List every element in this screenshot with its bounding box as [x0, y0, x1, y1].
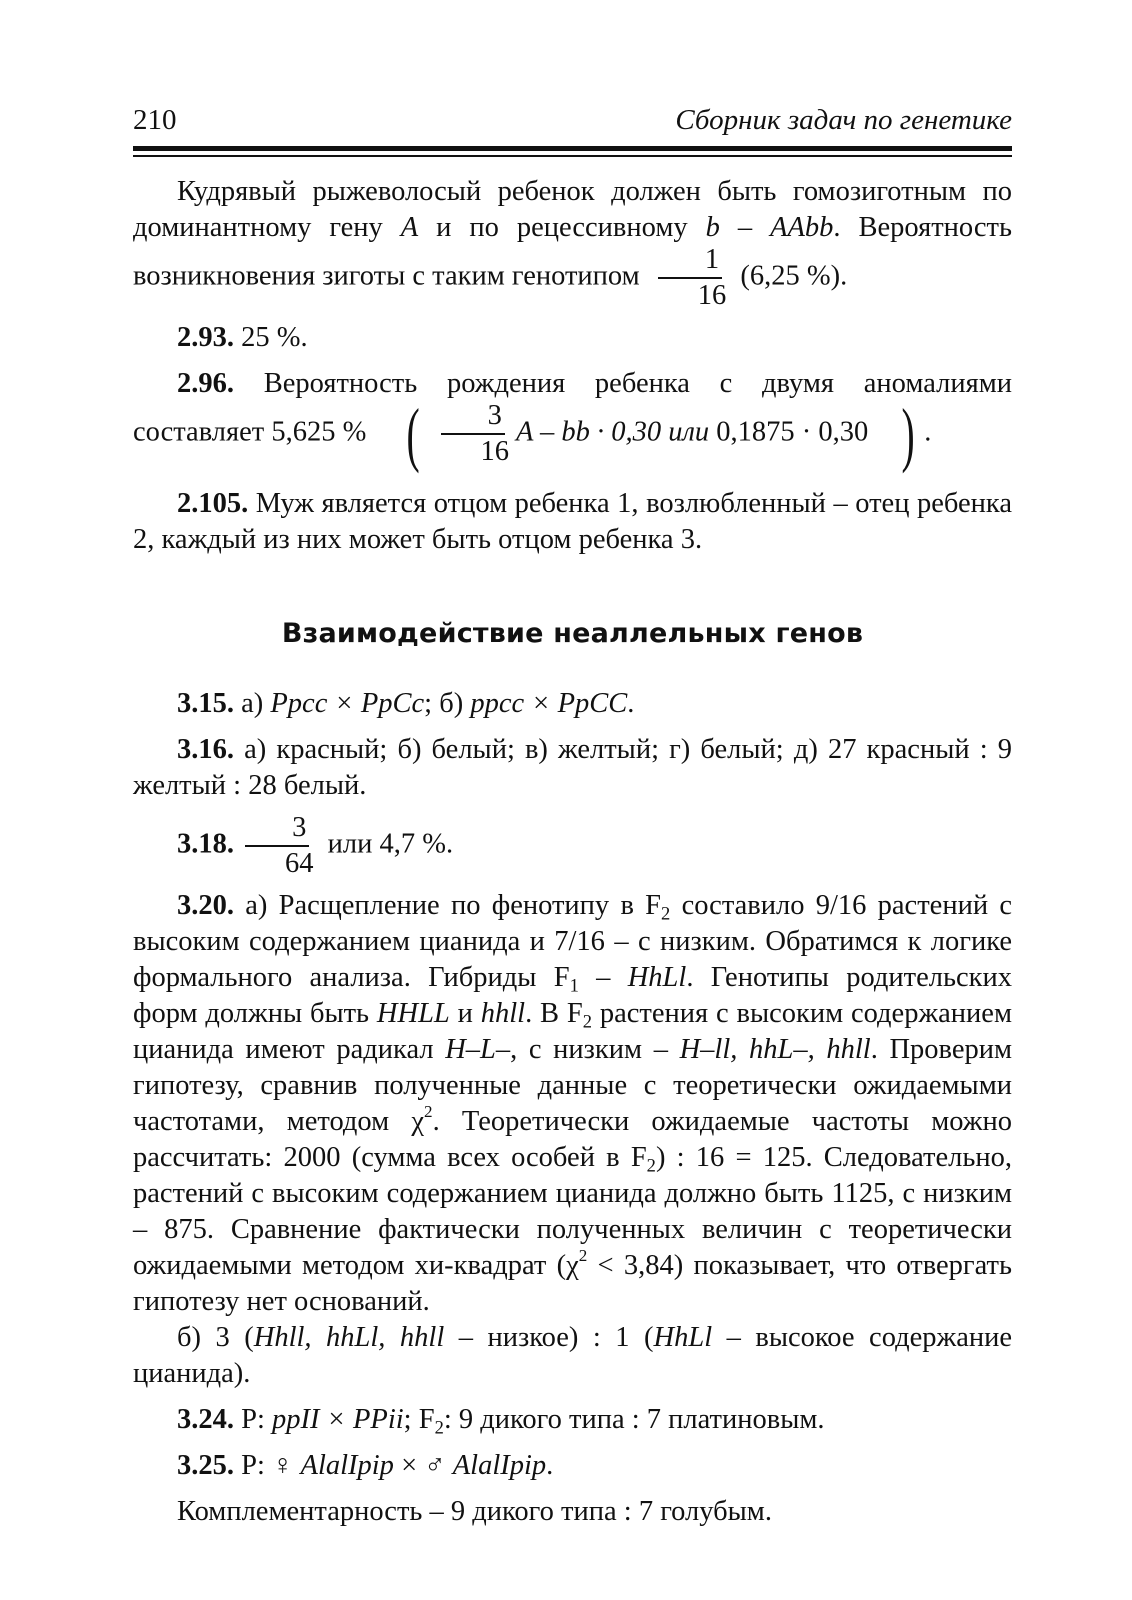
- section-title: Взаимодействие неаллельных генов: [281, 618, 864, 649]
- page-content: [133, 174, 1012, 1530]
- header-rule-thick: [133, 146, 1012, 151]
- complementarity-line: Комплементарность – 9 дикого типа : 7 голубым.: [177, 1496, 772, 1527]
- right-paren: ): [901, 394, 915, 474]
- answer-3-20-b: б) 3 (Hhll, hhLl, hhll – низкое) : 1 (HhLl – высокое содержание цианида).: [133, 1322, 1013, 1389]
- answer-2-93: 2.93. 25 %.: [177, 322, 308, 353]
- fraction-3-64: $\frac{3}{64}$: [238, 814, 317, 878]
- left-paren: (: [406, 394, 421, 474]
- intro-paragraph: Кудрявый рыжеволосый ребенок должен быть гомозиготным по доминантному гену A и по рецессивному b – AAbb. Вероятность возникновения зиготы с таким генотипом $\frac{1}{16}$ (6,25 %).: [133, 176, 1012, 311]
- fraction-1-16: $\frac{1}{16}$: [651, 246, 730, 310]
- answer-3-24: 3.24. P: ppII × PPii; $F_2$: 9 дикого типа : 7 платиновым.: [177, 1404, 825, 1439]
- answer-2-105: 2.105. Муж является отцом ребенка 1, возлюбленный – отец ребенка 2, каждый из них может быть отцом ребенка 3.: [133, 488, 1012, 555]
- page-header: [133, 100, 1012, 142]
- answer-3-20: 3.20. а) Расщепление по фенотипу в $F_2$ составило 9/16 растений с высоким содержанием цианида и 7/16 – с низким. Обратимся к логике формального анализа. Гибриды $F_1$ – HhLl. Генотипы родительских форм должны быть HHLL и hhll. В $F_2$ растения с высоким содержанием цианида имеют радикал H–L–, с низким – H–ll, hhL–, hhll. Проверим гипотезу, сравнив полученные данные с теоретически ожидаемыми частотами, методом $\chi^2$. Теоретически ожидаемые частоты можно рассчитать: 2000 (сумма всех особей в $F_2$) : 16 = 125. Следовательно, растений с высоким содержанием цианида должно быть 1125, с низким – 875. Сравнение фактически полученных величин с теоретически ожидаемыми методом хи-квадрат $(\chi^2 < 3,84)$ показывает, что отвергать гипотезу нет оснований.: [133, 890, 1013, 1317]
- page-number: 210: [133, 104, 177, 136]
- answer-3-25: 3.25. P: ♀ AlalIpip × ♂ AlalIpip.: [177, 1450, 554, 1481]
- answer-2-96: 2.96. Вероятность рождения ребенка с двумя аномалиями составляет 5,625 % ( $\frac{3}{16}$ A – bb · 0,30 или 0,1875 · 0,30 ) .: [133, 368, 1012, 474]
- header-rule-thin: [133, 155, 1012, 157]
- running-title: Сборник задач по генетике: [675, 104, 1012, 136]
- answer-3-18: 3.18. $\frac{3}{64}$ или 4,7 %.: [177, 812, 454, 879]
- answer-3-16: 3.16. а) красный; б) белый; в) желтый; г) белый; д) 27 красный : 9 желтый : 28 белый.: [133, 734, 1012, 801]
- answer-3-15: 3.15. а) Ppcc × PpCc; б) ppcc × PpCC.: [177, 688, 635, 719]
- fraction-3-16: $\frac{3}{16}$: [433, 402, 512, 466]
